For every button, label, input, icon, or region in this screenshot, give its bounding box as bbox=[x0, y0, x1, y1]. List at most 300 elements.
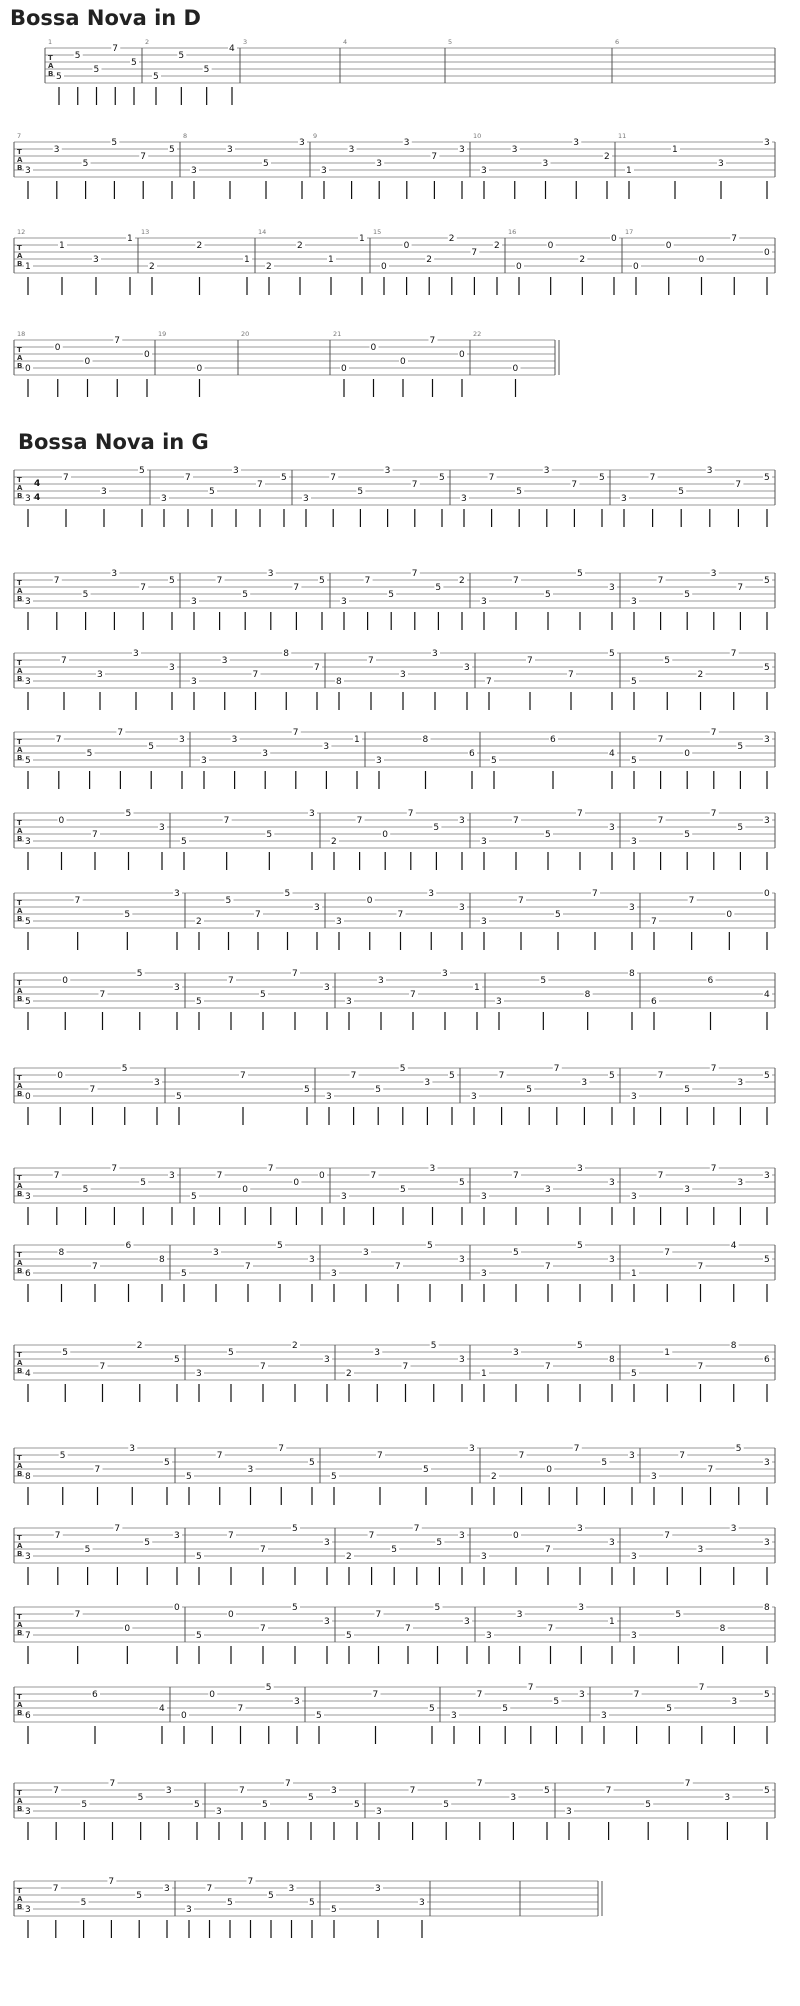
fret-number: 5 bbox=[169, 145, 175, 155]
fret-number: 3 bbox=[326, 1092, 332, 1102]
fret-number: 7 bbox=[573, 1444, 580, 1454]
fret-number: 5 bbox=[292, 1524, 298, 1534]
fret-number: 2 bbox=[196, 241, 203, 251]
fret-number: 7 bbox=[429, 336, 436, 346]
fret-number: 3 bbox=[513, 1348, 519, 1358]
fret-number: 5 bbox=[449, 1071, 455, 1081]
fret-number: 5 bbox=[25, 917, 31, 927]
fret-number: 5 bbox=[203, 65, 210, 75]
tab-clef-letter: A bbox=[17, 1082, 23, 1090]
fret-number: 7 bbox=[114, 1524, 121, 1534]
fret-number: 6 bbox=[764, 1355, 770, 1365]
fret-number: 3 bbox=[464, 1617, 470, 1627]
fret-number: 3 bbox=[97, 670, 103, 680]
fret-number: 4 bbox=[730, 1241, 737, 1251]
fret-number: 3 bbox=[429, 1164, 436, 1174]
measure-number: 12 bbox=[17, 228, 26, 236]
fret-number: 5 bbox=[764, 1071, 770, 1081]
fret-number: 0 bbox=[547, 241, 554, 251]
measure-number: 22 bbox=[473, 330, 482, 338]
tab-clef-letter: T bbox=[17, 1251, 22, 1259]
fret-number: 7 bbox=[577, 809, 583, 819]
measure-number: 15 bbox=[373, 228, 382, 236]
fret-number: 3 bbox=[169, 1171, 175, 1181]
fret-number: 3 bbox=[459, 903, 465, 913]
fret-number: 7 bbox=[89, 1085, 96, 1095]
fret-number: 5 bbox=[284, 889, 291, 899]
fret-number: 7 bbox=[488, 473, 495, 483]
fret-number: 0 bbox=[196, 364, 203, 374]
fret-number: 3 bbox=[161, 494, 167, 504]
fret-number: 3 bbox=[165, 1786, 172, 1796]
fret-number: 3 bbox=[578, 1603, 584, 1613]
fret-number: 3 bbox=[324, 1538, 330, 1548]
fret-number: 5 bbox=[125, 809, 132, 819]
tab-clef-letter: B bbox=[17, 164, 23, 172]
fret-number: 5 bbox=[81, 1800, 88, 1810]
fret-number: 5 bbox=[737, 742, 744, 752]
tab-clef-letter: T bbox=[17, 346, 22, 354]
fret-number: 8 bbox=[730, 1341, 737, 1351]
fret-number: 8 bbox=[25, 1472, 31, 1482]
fret-number: 3 bbox=[577, 1524, 583, 1534]
fret-number: 5 bbox=[194, 1800, 200, 1810]
tab-clef-letter: B bbox=[17, 1550, 23, 1558]
fret-number: 5 bbox=[645, 1800, 651, 1810]
fret-number: 7 bbox=[697, 1362, 704, 1372]
fret-number: 5 bbox=[439, 473, 445, 483]
fret-number: 7 bbox=[94, 1465, 101, 1475]
fret-number: 3 bbox=[481, 917, 487, 927]
fret-number: 3 bbox=[376, 756, 382, 766]
fret-number: 3 bbox=[764, 735, 770, 745]
fret-number: 3 bbox=[629, 1451, 635, 1461]
fret-number: 3 bbox=[231, 735, 238, 745]
fret-number: 5 bbox=[443, 1800, 449, 1810]
tab-clef-letter: B bbox=[17, 1709, 23, 1717]
fret-number: 5 bbox=[121, 1064, 128, 1074]
fret-number: 8 bbox=[422, 735, 429, 745]
fret-number: 7 bbox=[53, 576, 60, 586]
fret-number: 3 bbox=[174, 1531, 180, 1541]
fret-number: 0 bbox=[144, 350, 150, 360]
fret-number: 0 bbox=[84, 357, 91, 367]
fret-number: 3 bbox=[710, 569, 717, 579]
fret-number: 8 bbox=[159, 1255, 165, 1265]
fret-number: 3 bbox=[481, 166, 487, 176]
fret-number: 7 bbox=[527, 1683, 534, 1693]
fret-number: 3 bbox=[516, 1610, 523, 1620]
fret-number: 0 bbox=[764, 889, 770, 899]
fret-number: 3 bbox=[579, 1690, 585, 1700]
fret-number: 7 bbox=[114, 336, 120, 346]
fret-number: 7 bbox=[698, 1683, 705, 1693]
fret-number: 5 bbox=[423, 1465, 429, 1475]
fret-number: 7 bbox=[74, 1610, 81, 1620]
fret-number: 7 bbox=[356, 816, 363, 826]
title-bossa-nova-in-d: Bossa Nova in D bbox=[10, 6, 201, 30]
fret-number: 5 bbox=[354, 1800, 360, 1810]
fret-number: 7 bbox=[731, 234, 737, 244]
fret-number: 5 bbox=[131, 58, 137, 68]
fret-number: 7 bbox=[109, 1779, 116, 1789]
fret-number: 8 bbox=[336, 677, 342, 687]
fret-number: 5 bbox=[196, 997, 202, 1007]
fret-number: 5 bbox=[25, 756, 31, 766]
fret-number: 3 bbox=[424, 1078, 431, 1088]
fret-number: 1 bbox=[664, 1348, 670, 1358]
fret-number: 7 bbox=[411, 480, 418, 490]
tab-clef-letter: T bbox=[17, 659, 22, 667]
fret-number: 5 bbox=[391, 1545, 397, 1555]
fret-number: 3 bbox=[191, 166, 197, 176]
fret-number: 3 bbox=[651, 1472, 657, 1482]
fret-number: 7 bbox=[737, 583, 744, 593]
measure-number: 4 bbox=[343, 38, 348, 46]
fret-number: 5 bbox=[277, 1241, 283, 1251]
fret-number: 5 bbox=[74, 51, 81, 61]
fret-number: 5 bbox=[181, 837, 187, 847]
fret-number: 0 bbox=[513, 1531, 519, 1541]
fret-number: 7 bbox=[730, 649, 737, 659]
fret-number: 5 bbox=[555, 910, 561, 920]
fret-number: 3 bbox=[601, 1711, 607, 1721]
fret-number: 5 bbox=[430, 1341, 437, 1351]
fret-number: 7 bbox=[228, 1531, 234, 1541]
fret-number: 7 bbox=[657, 1071, 664, 1081]
fret-number: 3 bbox=[363, 1248, 369, 1258]
fret-number: 3 bbox=[451, 1711, 457, 1721]
fret-number: 7 bbox=[553, 1064, 560, 1074]
fret-number: 3 bbox=[545, 1185, 551, 1195]
fret-number: 7 bbox=[649, 473, 656, 483]
fret-number: 5 bbox=[82, 159, 89, 169]
fret-number: 7 bbox=[260, 1362, 266, 1372]
fret-number: 3 bbox=[25, 1905, 31, 1915]
fret-number: 5 bbox=[93, 65, 100, 75]
fret-number: 3 bbox=[459, 1531, 465, 1541]
fret-number: 3 bbox=[459, 1355, 465, 1365]
fret-number: 0 bbox=[124, 1624, 131, 1634]
tab-clef-letter: A bbox=[17, 484, 23, 492]
fret-number: 8 bbox=[584, 990, 591, 1000]
fret-number: 3 bbox=[309, 809, 315, 819]
measure-number: 16 bbox=[508, 228, 517, 236]
fret-number: 8 bbox=[719, 1624, 726, 1634]
fret-number: 5 bbox=[268, 1891, 274, 1901]
tab-clef-letter: T bbox=[17, 1074, 22, 1082]
fret-number: 3 bbox=[581, 1078, 588, 1088]
fret-number: 5 bbox=[176, 1092, 182, 1102]
fret-number: 7 bbox=[657, 1171, 664, 1181]
tab-clef-letter: B bbox=[17, 995, 23, 1003]
fret-number: 3 bbox=[428, 889, 434, 899]
fret-number: 3 bbox=[764, 138, 770, 148]
fret-number: 5 bbox=[664, 656, 670, 666]
fret-number: 7 bbox=[278, 1444, 284, 1454]
fret-number: 3 bbox=[341, 1192, 347, 1202]
fret-number: 5 bbox=[553, 1697, 560, 1707]
fret-number: 5 bbox=[266, 830, 273, 840]
fret-number: 2 bbox=[346, 1552, 352, 1562]
fret-number: 1 bbox=[328, 255, 334, 265]
fret-number: 6 bbox=[25, 1711, 31, 1721]
fret-number: 3 bbox=[543, 466, 550, 476]
fret-number: 3 bbox=[324, 1617, 330, 1627]
fret-number: 3 bbox=[303, 494, 309, 504]
fret-number: 3 bbox=[432, 649, 438, 659]
fret-number: 7 bbox=[397, 910, 404, 920]
fret-number: 5 bbox=[675, 1610, 682, 1620]
fret-number: 7 bbox=[185, 473, 191, 483]
fret-number: 7 bbox=[368, 1531, 375, 1541]
fret-number: 7 bbox=[476, 1690, 483, 1700]
tab-clef-letter: A bbox=[17, 252, 23, 260]
fret-number: 7 bbox=[513, 576, 519, 586]
measure-number: 5 bbox=[448, 38, 453, 46]
tab-clef-letter: A bbox=[17, 587, 23, 595]
measure-number: 13 bbox=[141, 228, 150, 236]
tab-clef-letter: A bbox=[17, 1462, 23, 1470]
fret-number: 5 bbox=[631, 1369, 637, 1379]
fret-number: 7 bbox=[350, 1071, 357, 1081]
fret-number: 3 bbox=[221, 656, 228, 666]
fret-number: 7 bbox=[237, 1704, 244, 1714]
fret-number: 8 bbox=[764, 1603, 770, 1613]
fret-number: 5 bbox=[136, 1891, 142, 1901]
fret-number: 5 bbox=[265, 1683, 272, 1693]
fret-number: 2 bbox=[149, 262, 155, 272]
fret-number: 7 bbox=[216, 1451, 223, 1461]
fret-number: 5 bbox=[308, 1793, 314, 1803]
fret-number: 3 bbox=[262, 749, 268, 759]
measure-number: 20 bbox=[241, 330, 250, 338]
fret-number: 0 bbox=[726, 910, 733, 920]
fret-number: 7 bbox=[710, 809, 717, 819]
fret-number: 5 bbox=[82, 1185, 89, 1195]
fret-number: 3 bbox=[566, 1807, 572, 1817]
fret-number: 3 bbox=[179, 735, 185, 745]
fret-number: 7 bbox=[368, 656, 374, 666]
fret-number: 5 bbox=[577, 1341, 583, 1351]
fret-number: 0 bbox=[516, 262, 522, 272]
tab-clef-letter: B bbox=[48, 70, 54, 78]
measure-number: 21 bbox=[333, 330, 342, 338]
fret-number: 3 bbox=[164, 1884, 170, 1894]
fret-number: 3 bbox=[336, 917, 342, 927]
fret-number: 5 bbox=[545, 830, 551, 840]
fret-number: 7 bbox=[707, 1465, 714, 1475]
fret-number: 5 bbox=[540, 976, 547, 986]
fret-number: 5 bbox=[148, 742, 154, 752]
fret-number: 7 bbox=[260, 1545, 266, 1555]
tab-clef-letter: A bbox=[17, 1182, 23, 1190]
fret-number: 5 bbox=[599, 473, 605, 483]
fret-number: 5 bbox=[174, 1355, 180, 1365]
fret-number: 5 bbox=[80, 1898, 87, 1908]
fret-number: 7 bbox=[52, 1884, 59, 1894]
fret-number: 7 bbox=[545, 1362, 551, 1372]
fret-number: 3 bbox=[384, 466, 391, 476]
fret-number: 3 bbox=[764, 1171, 770, 1181]
fret-number: 5 bbox=[577, 569, 583, 579]
fret-number: 5 bbox=[82, 590, 89, 600]
fret-number: 7 bbox=[292, 969, 298, 979]
fret-number: 5 bbox=[737, 823, 744, 833]
fret-number: 2 bbox=[196, 917, 202, 927]
fret-number: 2 bbox=[136, 1341, 143, 1351]
tab-clef-letter: B bbox=[17, 260, 23, 268]
fret-number: 5 bbox=[178, 51, 185, 61]
fret-number: 5 bbox=[225, 896, 232, 906]
fret-number: 3 bbox=[464, 663, 470, 673]
fret-number: 3 bbox=[486, 1631, 492, 1641]
fret-number: 5 bbox=[260, 990, 266, 1000]
fret-number: 0 bbox=[341, 364, 347, 374]
fret-number: 7 bbox=[527, 656, 533, 666]
fret-number: 3 bbox=[324, 1355, 330, 1365]
fret-number: 3 bbox=[459, 145, 465, 155]
fret-number: 3 bbox=[403, 138, 410, 148]
fret-number: 5 bbox=[427, 1241, 433, 1251]
tab-clef-letter: A bbox=[17, 156, 23, 164]
fret-number: 3 bbox=[321, 166, 327, 176]
fret-number: 0 bbox=[228, 1610, 234, 1620]
tab-clef-letter: A bbox=[17, 1797, 23, 1805]
fret-number: 3 bbox=[737, 1178, 744, 1188]
fret-number: 5 bbox=[502, 1704, 508, 1714]
fret-number: 1 bbox=[244, 255, 250, 265]
fret-number: 7 bbox=[498, 1071, 505, 1081]
fret-number: 7 bbox=[260, 1624, 266, 1634]
fret-number: 3 bbox=[609, 583, 615, 593]
fret-number: 3 bbox=[25, 1192, 31, 1202]
fret-number: 3 bbox=[631, 1552, 637, 1562]
fret-number: 5 bbox=[191, 1192, 197, 1202]
fret-number: 5 bbox=[375, 1085, 381, 1095]
fret-number: 7 bbox=[710, 1164, 717, 1174]
fret-number: 7 bbox=[99, 1362, 106, 1372]
fret-number: 5 bbox=[139, 466, 145, 476]
fret-number: 3 bbox=[542, 159, 549, 169]
fret-number: 5 bbox=[735, 1444, 742, 1454]
fret-number: 3 bbox=[631, 597, 637, 607]
tab-clef-letter: T bbox=[17, 1613, 22, 1621]
fret-number: 7 bbox=[255, 910, 261, 920]
fret-number: 5 bbox=[25, 997, 31, 1007]
measure-number: 11 bbox=[618, 132, 627, 140]
fret-number: 3 bbox=[481, 1269, 487, 1279]
fret-number: 3 bbox=[481, 837, 487, 847]
tab-clef-letter: T bbox=[17, 819, 22, 827]
fret-number: 5 bbox=[513, 1248, 519, 1258]
tab-clef-letter: T bbox=[17, 899, 22, 907]
fret-number: 3 bbox=[706, 466, 713, 476]
fret-number: 7 bbox=[63, 473, 69, 483]
fret-number: 3 bbox=[621, 494, 627, 504]
fret-number: 1 bbox=[474, 983, 480, 993]
fret-number: 3 bbox=[348, 145, 355, 155]
fret-number: 5 bbox=[304, 1085, 310, 1095]
tab-clef-letter: T bbox=[17, 1789, 22, 1797]
fret-number: 0 bbox=[403, 241, 410, 251]
fret-number: 3 bbox=[419, 1898, 425, 1908]
fret-number: 2 bbox=[494, 241, 500, 251]
fret-number: 5 bbox=[429, 1704, 435, 1714]
fret-number: 4 bbox=[229, 44, 235, 54]
time-signature-top: 4 bbox=[34, 479, 41, 489]
tab-clef-letter: T bbox=[48, 54, 53, 62]
fret-number: 7 bbox=[657, 576, 664, 586]
fret-number: 3 bbox=[323, 742, 330, 752]
fret-number: 3 bbox=[186, 1905, 192, 1915]
fret-number: 8 bbox=[283, 649, 289, 659]
fret-number: 0 bbox=[764, 248, 770, 258]
fret-number: 7 bbox=[697, 1262, 704, 1272]
fret-number: 0 bbox=[58, 816, 65, 826]
fret-number: 3 bbox=[133, 649, 139, 659]
fret-number: 3 bbox=[378, 976, 384, 986]
fret-number: 0 bbox=[54, 343, 61, 353]
fret-number: 7 bbox=[25, 1631, 31, 1641]
tab-clef-letter: B bbox=[17, 362, 23, 370]
fret-number: 0 bbox=[370, 343, 377, 353]
fret-number: 7 bbox=[633, 1690, 640, 1700]
fret-number: 5 bbox=[111, 138, 118, 148]
fret-number: 3 bbox=[247, 1465, 254, 1475]
fret-number: 7 bbox=[375, 1610, 382, 1620]
tab-clef-letter: A bbox=[17, 1259, 23, 1267]
fret-number: 7 bbox=[314, 663, 320, 673]
fret-number: 7 bbox=[228, 976, 234, 986]
fret-number: 3 bbox=[496, 997, 502, 1007]
fret-number: 3 bbox=[314, 903, 320, 913]
fret-number: 2 bbox=[331, 837, 337, 847]
fret-number: 3 bbox=[481, 1192, 487, 1202]
tab-clef-letter: T bbox=[17, 1693, 22, 1701]
fret-number: 7 bbox=[74, 896, 81, 906]
fret-number: 7 bbox=[293, 583, 300, 593]
fret-number: 1 bbox=[127, 234, 133, 244]
fret-number: 5 bbox=[678, 487, 684, 497]
fret-number: 7 bbox=[518, 1451, 525, 1461]
fret-number: 5 bbox=[631, 756, 637, 766]
fret-number: 5 bbox=[186, 1472, 192, 1482]
tab-clef-letter: B bbox=[17, 492, 23, 500]
fret-number: 5 bbox=[62, 1348, 68, 1358]
fret-number: 5 bbox=[137, 1793, 144, 1803]
fret-number: 5 bbox=[544, 1786, 550, 1796]
fret-number: 7 bbox=[364, 576, 371, 586]
fret-number: 6 bbox=[92, 1690, 98, 1700]
tab-clef-letter: B bbox=[17, 1190, 23, 1198]
fret-number: 7 bbox=[657, 735, 664, 745]
fret-number: 7 bbox=[99, 990, 106, 1000]
tab-clef-letter: B bbox=[17, 1470, 23, 1478]
fret-number: 5 bbox=[59, 1451, 66, 1461]
fret-number: 3 bbox=[111, 569, 118, 579]
fret-number: 5 bbox=[400, 1185, 406, 1195]
fret-number: 5 bbox=[764, 1690, 770, 1700]
fret-number: 6 bbox=[25, 1269, 31, 1279]
tab-clef-letter: T bbox=[17, 476, 22, 484]
fret-number: 2 bbox=[491, 1472, 497, 1482]
fret-number: 5 bbox=[144, 1538, 150, 1548]
fret-number: 5 bbox=[209, 487, 215, 497]
fret-number: 5 bbox=[609, 1071, 615, 1081]
fret-number: 5 bbox=[459, 1178, 465, 1188]
tab-clef-letter: B bbox=[17, 1267, 23, 1275]
